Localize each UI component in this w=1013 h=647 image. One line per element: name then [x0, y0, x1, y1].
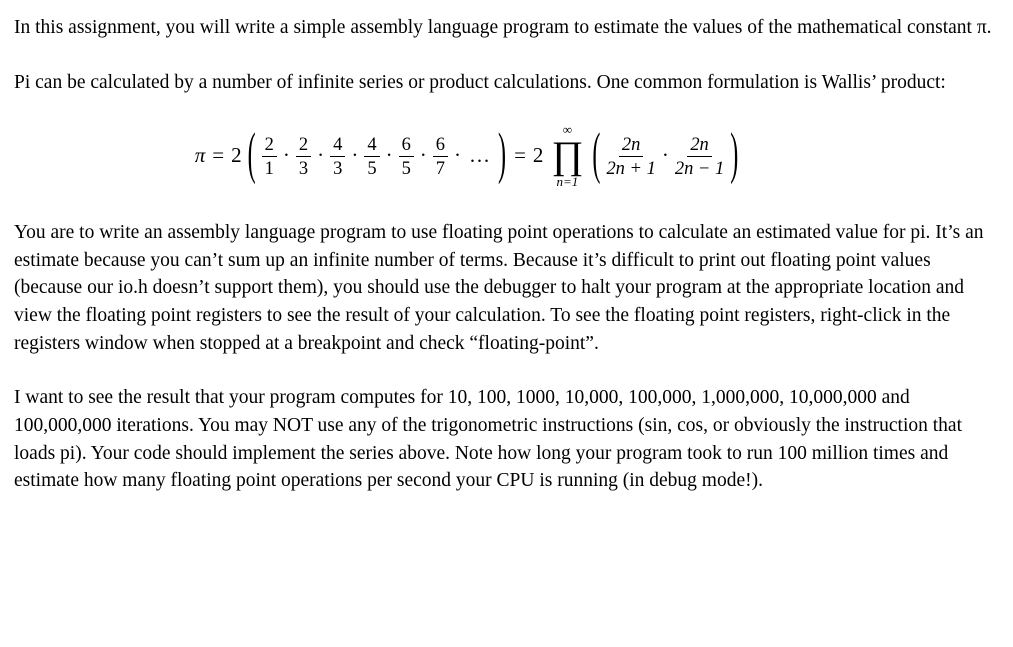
multiply-dot: ·	[282, 143, 290, 168]
product-upper-limit: ∞	[562, 122, 573, 138]
product-fraction-2	[675, 134, 724, 178]
product-fraction-1	[606, 134, 655, 178]
fraction-numerator: 4	[364, 134, 379, 157]
fraction-numerator: 2n	[619, 134, 643, 157]
right-paren: )	[730, 122, 739, 187]
product-operator	[551, 123, 583, 189]
coefficient: 2	[532, 143, 544, 168]
series-fraction-1	[262, 134, 277, 178]
product-symbol: ∏	[551, 133, 584, 177]
requirements-paragraph: I want to see the result that your program computes for 10, 100, 1000, 10,000, 100,000, 1,000,000, 10,000,000 and 100,000,000 iterations. You may NOT use any of the trigonometric instructions (sin, cos, or obviously the instruction that loads pi). Your code should implement the series above. Note how long your program took to run 100 million times and estimate how many floating point operations per second your CPU is running (in debug mode!).	[14, 387, 962, 492]
wallis-formula	[195, 123, 740, 189]
fraction-numerator: 6	[399, 134, 414, 157]
left-paren: (	[247, 122, 256, 187]
instructions-paragraph: You are to write an assembly language program to use floating point operations to calculate an estimated value for pi. It’s an estimate because you can’t sum up an infinite number of terms. Because it’s difficult to print out floating point values (because our io.h doesn’t support them), you should use the debugger to halt your program at the appropriate location and view the floating point registers to see the result of your calculation. To see the floating point registers, right-click in the registers window when stopped at a breakpoint and check “floating-point”.	[14, 221, 984, 354]
multiply-dot: ·	[419, 143, 427, 168]
multiply-dot: ·	[385, 143, 393, 168]
coefficient: 2	[231, 143, 242, 168]
fraction-denominator: 5	[401, 157, 411, 178]
fraction-numerator: 4	[330, 134, 345, 157]
intro-paragraph: In this assignment, you will write a simple assembly language program to estimate the values of the mathematical constant π.	[14, 17, 992, 38]
series-fraction-4	[364, 134, 379, 178]
ellipsis: …	[469, 143, 491, 168]
series-intro-paragraph: Pi can be calculated by a number of infinite series or product calculations. One common formulation is Wallis’ product:	[14, 71, 946, 93]
multiply-dot: ·	[351, 143, 359, 168]
fraction-denominator: 3	[298, 157, 309, 178]
wallis-formula-block	[14, 123, 1000, 189]
fraction-denominator: 2n − 1	[674, 157, 725, 178]
fraction-numerator: 2	[262, 134, 277, 157]
series-fraction-6	[433, 134, 448, 178]
pi-symbol: π	[194, 143, 206, 168]
left-paren: (	[592, 122, 601, 187]
fraction-numerator: 2	[296, 134, 311, 157]
multiply-dot: ·	[317, 143, 325, 168]
right-paren: )	[498, 122, 507, 187]
fraction-denominator: 7	[435, 157, 446, 178]
fraction-numerator: 6	[433, 134, 448, 157]
product-lower-limit: n=1	[556, 173, 579, 189]
fraction-denominator: 2n + 1	[606, 157, 656, 178]
fraction-numerator: 2n	[687, 134, 711, 157]
series-fraction-2	[296, 134, 311, 178]
equals-sign: =	[514, 143, 526, 168]
series-fraction-3	[330, 134, 345, 178]
multiply-dot: ·	[454, 143, 462, 168]
assignment-document	[14, 14, 1000, 495]
series-fraction-5	[399, 134, 414, 178]
fraction-denominator: 5	[367, 157, 377, 178]
multiply-dot: ·	[661, 143, 669, 168]
equals-sign: =	[212, 143, 225, 168]
fraction-denominator: 1	[264, 157, 274, 178]
fraction-denominator: 3	[333, 157, 343, 178]
